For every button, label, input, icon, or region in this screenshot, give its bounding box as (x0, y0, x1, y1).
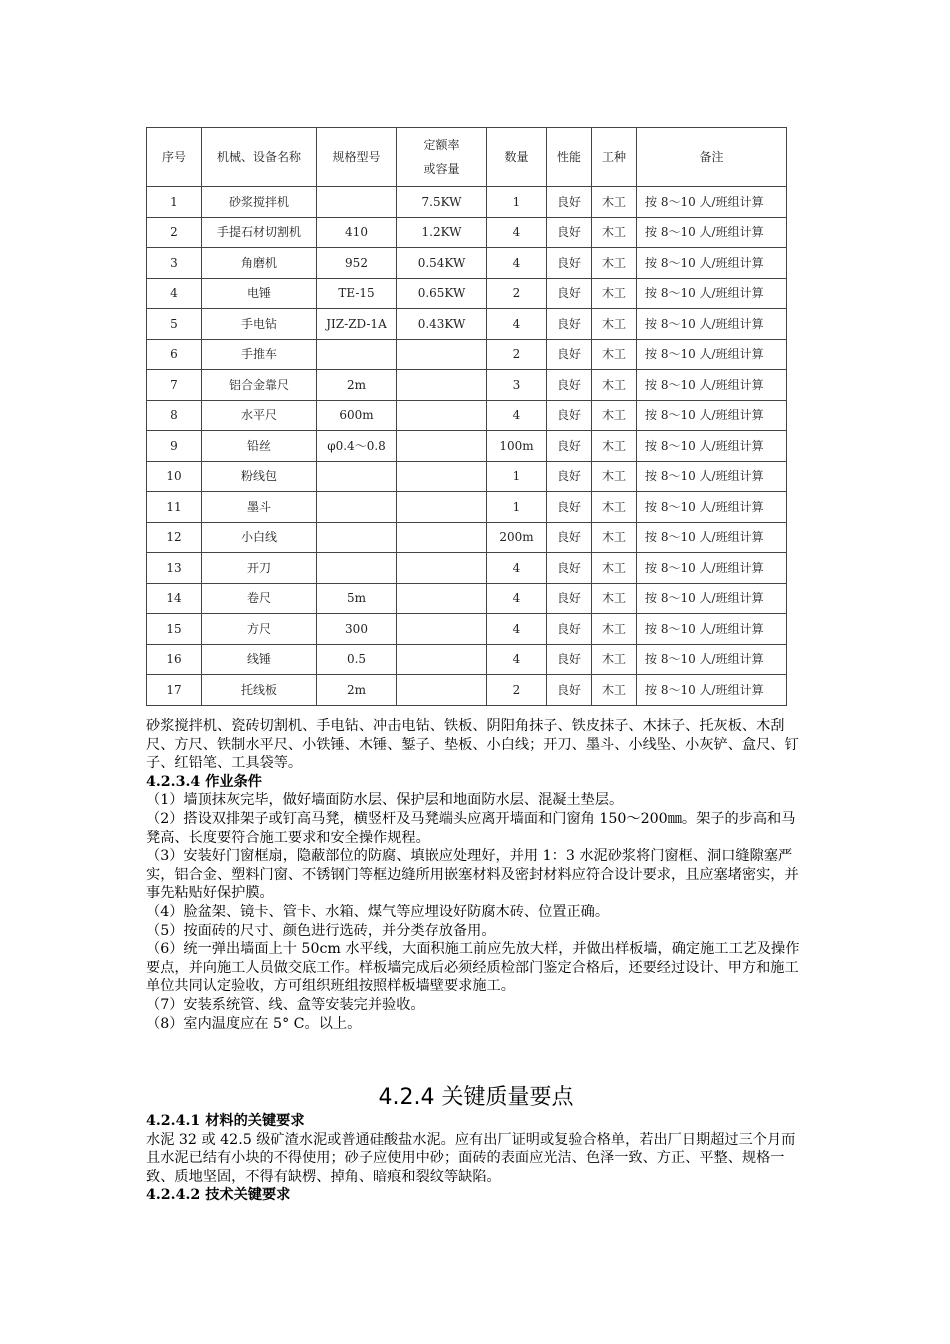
table-cell: 木工 (592, 431, 637, 462)
table-cell: 良好 (547, 614, 592, 645)
table-row (147, 187, 787, 218)
table-cell: 按 8～10 人/班组计算 (637, 614, 787, 645)
header-cell: 备注 (637, 128, 787, 187)
table-cell: 木工 (592, 339, 637, 370)
table-cell: 按 8～10 人/班组计算 (637, 370, 787, 401)
materials-heading: 4.2.4.1 材料的关键要求 (146, 1113, 305, 1129)
table-cell: 按 8～10 人/班组计算 (637, 492, 787, 523)
table-cell: 按 8～10 人/班组计算 (637, 187, 787, 218)
table-cell: 按 8～10 人/班组计算 (637, 248, 787, 279)
table-cell: 按 8～10 人/班组计算 (637, 522, 787, 553)
header-cell: 机械、设备名称 (202, 128, 317, 187)
table-cell: 1 (487, 187, 547, 218)
table-row (147, 400, 787, 431)
table-cell: 良好 (547, 553, 592, 584)
table-cell: 良好 (547, 522, 592, 553)
table-cell: 手推车 (202, 339, 317, 370)
table-cell: 2m (317, 675, 397, 706)
table-cell: 14 (147, 583, 202, 614)
table-cell: 良好 (547, 187, 592, 218)
header-cell-capacity (397, 128, 487, 187)
section-title: 4.2.4 关键质量要点 (378, 1085, 574, 1110)
table-cell: 按 8～10 人/班组计算 (637, 583, 787, 614)
table-cell: 卷尺 (202, 583, 317, 614)
table-row (147, 583, 787, 614)
table-cell: 17 (147, 675, 202, 706)
table-cell: 小白线 (202, 522, 317, 553)
table-cell: 良好 (547, 217, 592, 248)
table-row (147, 309, 787, 340)
table-cell (317, 522, 397, 553)
table-row (147, 492, 787, 523)
table-cell: 4 (487, 400, 547, 431)
table-cell (317, 187, 397, 218)
table-cell: 4 (147, 278, 202, 309)
table-cell: 按 8～10 人/班组计算 (637, 461, 787, 492)
table-row (147, 339, 787, 370)
header-cell: 规格型号 (317, 128, 397, 187)
table-cell: 木工 (592, 370, 637, 401)
table-row (147, 370, 787, 401)
table-row (147, 675, 787, 706)
table-cell (317, 553, 397, 584)
table-cell: 粉线包 (202, 461, 317, 492)
table-cell: 12 (147, 522, 202, 553)
header-capacity-line2: 或容量 (423, 162, 460, 176)
table-cell: 3 (147, 248, 202, 279)
table-cell: 木工 (592, 461, 637, 492)
table-cell: 线锤 (202, 644, 317, 675)
table-cell: 2 (487, 278, 547, 309)
materials-paragraph: 水泥 32 或 42.5 级矿渣水泥或普通硅酸盐水泥。应有出厂证明或复验合格单，若出厂日期超过三个月而且水泥已结有小块的不得使用；砂子应使用中砂；面砖的表面应光洁、色泽一致、方正、平整、规格一致、质地坚固，不得有缺楞、掉角、暗痕和裂纹等缺陷。 (146, 1131, 796, 1185)
table-cell: 按 8～10 人/班组计算 (637, 675, 787, 706)
table-cell: 开刀 (202, 553, 317, 584)
table-cell: 木工 (592, 278, 637, 309)
table-row (147, 553, 787, 584)
table-cell: 7 (147, 370, 202, 401)
table-cell: 7.5KW (397, 187, 487, 218)
table-cell: 良好 (547, 431, 592, 462)
table-cell: 按 8～10 人/班组计算 (637, 217, 787, 248)
table-cell: 按 8～10 人/班组计算 (637, 400, 787, 431)
table-cell: 1 (487, 492, 547, 523)
table-row (147, 248, 787, 279)
table-cell: 4 (487, 553, 547, 584)
table-cell: 木工 (592, 187, 637, 218)
table-cell (397, 522, 487, 553)
table-cell: 良好 (547, 370, 592, 401)
table-cell (397, 644, 487, 675)
table-cell: 10 (147, 461, 202, 492)
table-cell: 铝合金靠尺 (202, 370, 317, 401)
condition-item: （7）安装系统管、线、盒等安装完并验收。 (146, 996, 425, 1013)
table-cell (397, 370, 487, 401)
table-cell: 1.2KW (397, 217, 487, 248)
table-cell: JIZ-ZD-1A (317, 309, 397, 340)
table-row (147, 431, 787, 462)
table-cell: 2 (487, 339, 547, 370)
table-row (147, 522, 787, 553)
table-cell: 木工 (592, 217, 637, 248)
condition-item: （6）统一弹出墙面上十 50cm 水平线，大面积施工前应先放大样，并做出样板墙，确定施工工艺及操作要点，并向施工人员做交底工作。样板墙完成后必须经质检部门鉴定合格后，还要经过设计、甲方和施工单位共同认定验收，方可组织班组按照样板墙壁要求施工。 (146, 941, 800, 995)
table-cell: 木工 (592, 492, 637, 523)
condition-item: （3）安装好门窗框扇，隐蔽部位的防腐、填嵌应处理好，并用 1：3 水泥砂浆将门窗框、洞口缝隙塞严实，铝合金、塑料门窗、不锈钢门等框边缝所用嵌塞材料及密封材料应符合设计要求，且应塞堵密实，并事先粘贴好保护膜。 (146, 848, 799, 902)
table-cell: 托线板 (202, 675, 317, 706)
table-cell (397, 461, 487, 492)
table-cell: 6 (147, 339, 202, 370)
table-header-row (147, 128, 787, 187)
table-cell: 按 8～10 人/班组计算 (637, 644, 787, 675)
table-cell: φ0.4～0.8 (317, 431, 397, 462)
table-cell (397, 400, 487, 431)
table-cell (397, 431, 487, 462)
table-cell: 13 (147, 553, 202, 584)
table-cell (317, 339, 397, 370)
table-cell: 木工 (592, 675, 637, 706)
table-cell: 8 (147, 400, 202, 431)
table-cell: 手电钻 (202, 309, 317, 340)
table-cell: 3 (487, 370, 547, 401)
table-cell: 手提石材切割机 (202, 217, 317, 248)
header-cell: 数量 (487, 128, 547, 187)
table-cell: 16 (147, 644, 202, 675)
table-cell: 良好 (547, 339, 592, 370)
table-cell: 5m (317, 583, 397, 614)
table-row (147, 644, 787, 675)
table-cell: 2m (317, 370, 397, 401)
table-cell: 良好 (547, 583, 592, 614)
table-cell: 4 (487, 614, 547, 645)
table-cell: 952 (317, 248, 397, 279)
technical-heading: 4.2.4.2 技术关键要求 (146, 1187, 291, 1204)
table-cell: 良好 (547, 492, 592, 523)
table-cell: 方尺 (202, 614, 317, 645)
conditions-list (146, 791, 806, 1033)
table-cell: 木工 (592, 644, 637, 675)
conditions-heading: 4.2.3.4 作业条件 (146, 773, 262, 790)
quality-block (146, 1112, 806, 1205)
table-cell: 4 (487, 217, 547, 248)
condition-item: （8）室内温度应在 5° C。以上。 (146, 1015, 362, 1032)
table-cell: 100m (487, 431, 547, 462)
table-cell: 水平尺 (202, 400, 317, 431)
table-cell: 良好 (547, 644, 592, 675)
table-row (147, 278, 787, 309)
header-capacity-line1: 定额率 (423, 138, 460, 152)
condition-item: （1）墙顶抹灰完毕，做好墙面防水层、保护层和地面防水层、混凝土垫层。 (146, 792, 624, 809)
table-cell: 按 8～10 人/班组计算 (637, 309, 787, 340)
table-cell: 1 (147, 187, 202, 218)
condition-item: （2）搭设双排架子或钉高马凳，横竖杆及马凳端头应离开墙面和门窗角 150～200㎜。架子的步高和马凳高、长度要符合施工要求和安全操作规程。 (146, 810, 796, 846)
table-cell: 电锤 (202, 278, 317, 309)
table-cell: 角磨机 (202, 248, 317, 279)
table-cell: 按 8～10 人/班组计算 (637, 278, 787, 309)
tools-block (146, 717, 806, 1033)
table-cell (397, 553, 487, 584)
table-cell: 200m (487, 522, 547, 553)
table-cell: 1 (487, 461, 547, 492)
table-row (147, 461, 787, 492)
table-cell (397, 492, 487, 523)
table-cell: 木工 (592, 614, 637, 645)
table-cell: 4 (487, 248, 547, 279)
table-cell: 5 (147, 309, 202, 340)
table-cell: 0.65KW (397, 278, 487, 309)
equipment-table (146, 127, 787, 706)
header-cell: 性能 (547, 128, 592, 187)
table-cell: 木工 (592, 583, 637, 614)
table-body (147, 187, 787, 706)
table-cell: TE-15 (317, 278, 397, 309)
table-cell: 11 (147, 492, 202, 523)
table-cell: 木工 (592, 309, 637, 340)
table-cell: 0.54KW (397, 248, 487, 279)
table-cell: 墨斗 (202, 492, 317, 523)
table-cell: 4 (487, 644, 547, 675)
header-cell: 序号 (147, 128, 202, 187)
table-cell: 良好 (547, 461, 592, 492)
table-cell: 按 8～10 人/班组计算 (637, 339, 787, 370)
table-cell: 4 (487, 583, 547, 614)
tools-paragraph: 砂浆搅拌机、瓷砖切割机、手电钻、冲击电钻、铁板、阴阳角抹子、铁皮抹子、木抹子、托灰板、木刮尺、方尺、铁制水平尺、小铁锤、木锤、錾子、垫板、小白线；开刀、墨斗、小线坠、小灰铲、盒尺、钉子、红铅笔、工具袋等。 (146, 718, 799, 772)
table-row (147, 614, 787, 645)
table-cell: 600m (317, 400, 397, 431)
table-cell: 良好 (547, 248, 592, 279)
table-cell (397, 583, 487, 614)
condition-item: （4）脸盆架、镜卡、管卡、水箱、煤气等应埋设好防腐木砖、位置正确。 (146, 903, 610, 920)
table-cell: 0.5 (317, 644, 397, 675)
table-cell: 良好 (547, 309, 592, 340)
table-cell: 木工 (592, 248, 637, 279)
table-cell (397, 339, 487, 370)
table-cell: 4 (487, 309, 547, 340)
table-row (147, 217, 787, 248)
table-cell: 2 (147, 217, 202, 248)
table-cell: 410 (317, 217, 397, 248)
table-cell: 木工 (592, 400, 637, 431)
table-cell: 铅丝 (202, 431, 317, 462)
table-cell: 良好 (547, 400, 592, 431)
condition-item: （5）按面砖的尺寸、颜色进行选砖，并分类存放备用。 (146, 922, 496, 939)
table-cell: 15 (147, 614, 202, 645)
table-cell: 按 8～10 人/班组计算 (637, 431, 787, 462)
table-cell (317, 492, 397, 523)
table-cell (397, 614, 487, 645)
table-cell: 300 (317, 614, 397, 645)
table-cell: 2 (487, 675, 547, 706)
table-cell (397, 675, 487, 706)
table-cell: 按 8～10 人/班组计算 (637, 553, 787, 584)
table-cell: 良好 (547, 675, 592, 706)
table-cell: 木工 (592, 553, 637, 584)
table-cell: 9 (147, 431, 202, 462)
table-cell (317, 461, 397, 492)
table-cell: 砂浆搅拌机 (202, 187, 317, 218)
header-cell: 工种 (592, 128, 637, 187)
table-cell: 木工 (592, 522, 637, 553)
table-cell: 0.43KW (397, 309, 487, 340)
table-cell: 良好 (547, 278, 592, 309)
